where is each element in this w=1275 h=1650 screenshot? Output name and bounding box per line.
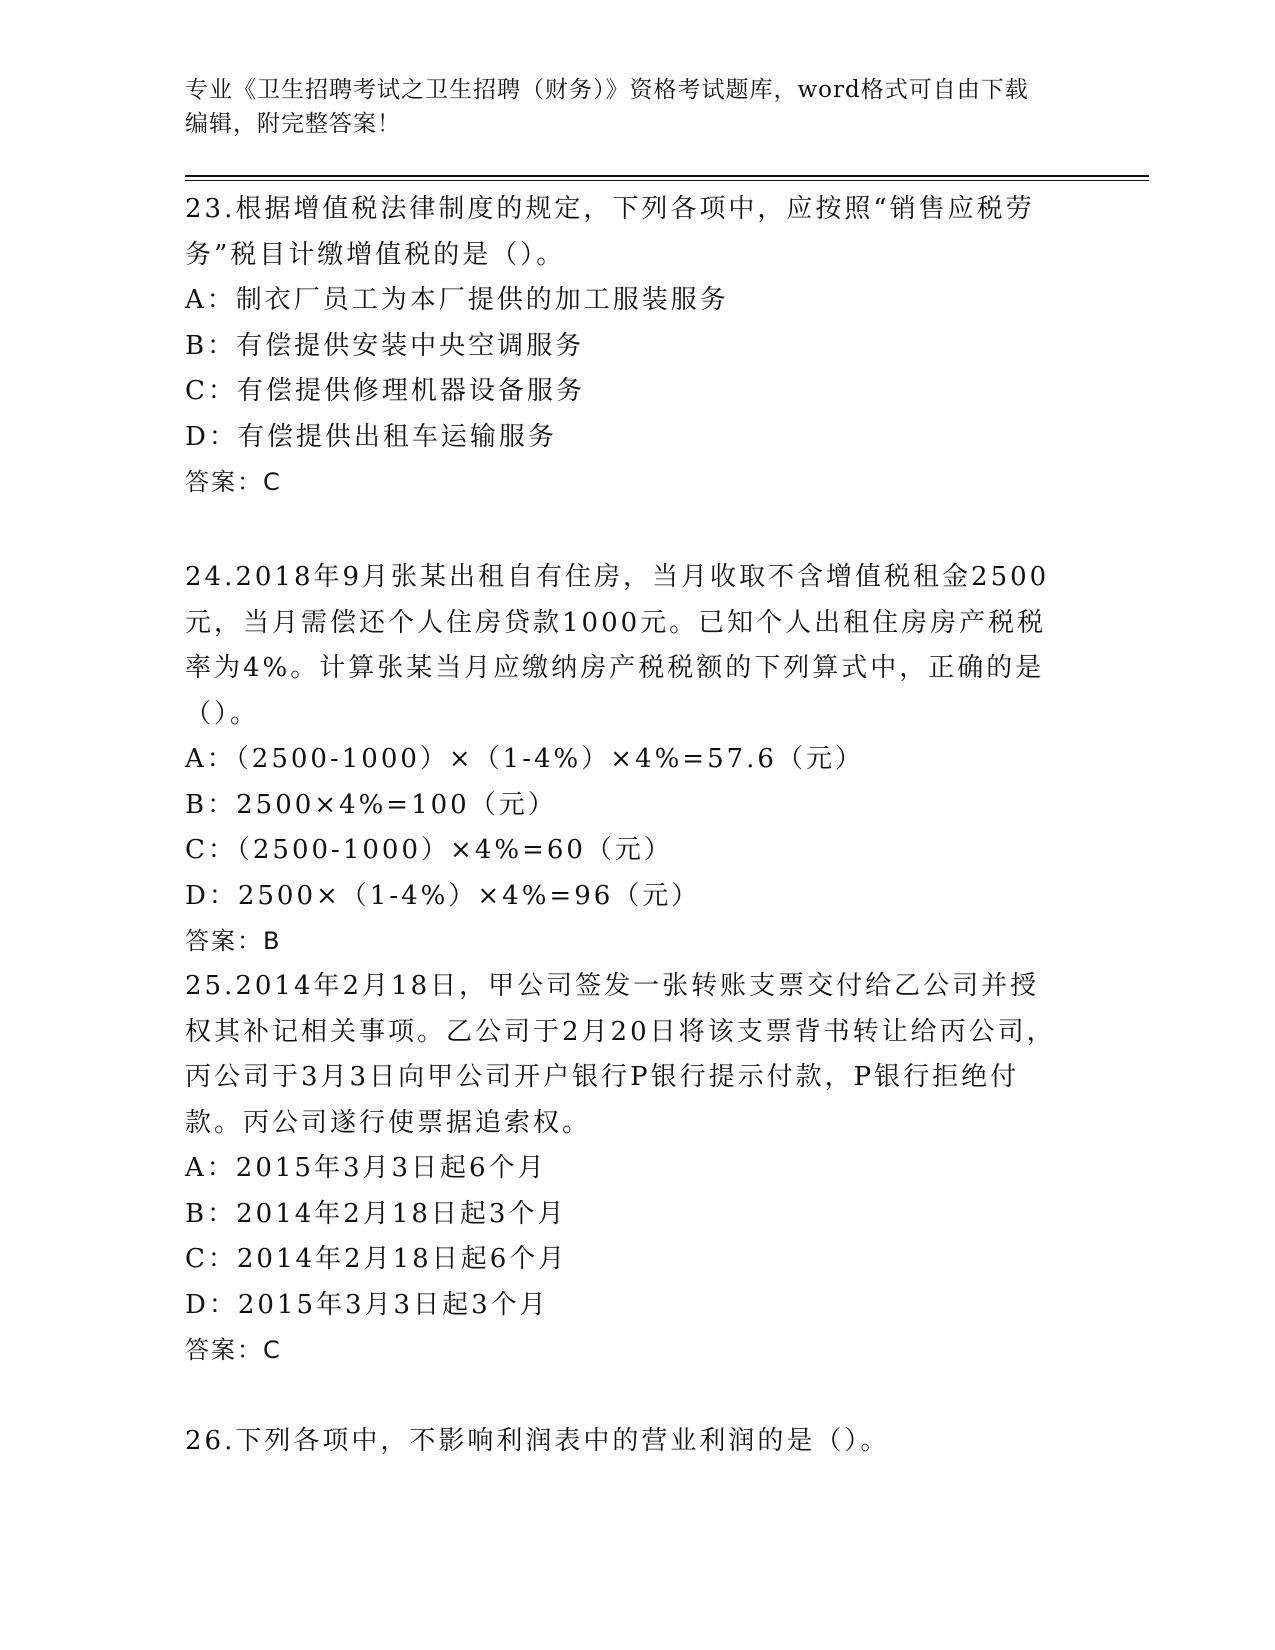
- option-b: B：2500×4%=100（元）: [185, 789, 557, 820]
- option-c: C：2014年2月18日起6个月: [185, 1244, 568, 1274]
- question-24: [185, 555, 1065, 965]
- document-header: [185, 73, 1085, 141]
- question-26: [185, 1419, 1065, 1465]
- answer-line: 答案：C: [185, 1336, 282, 1364]
- option-c: C：有偿提供修理机器设备服务: [185, 376, 585, 406]
- header-divider-thick: [185, 175, 1149, 177]
- option-a: A：（2500-1000）×（1-4%）×4%=57.6（元）: [185, 744, 864, 774]
- question-text: 26.下列各项中，不影响利润表中的营业利润的是（）。: [185, 1426, 890, 1456]
- header-divider-thin: [185, 180, 1149, 181]
- question-23: [185, 187, 1065, 506]
- header-line-1: 专业《卫生招聘考试之卫生招聘（财务）》资格考试题库，word格式可自由下载: [185, 77, 1029, 103]
- question-text: 25.2014年2月18日，甲公司签发一张转账支票交付给乙公司并授权其补记相关事项。乙公司于2月20日将该支票背书转让给丙公司，丙公司于3月3日向甲公司开户银行P银行提示付款，P银行拒绝付款。丙公司遂行使票据追索权。: [185, 971, 1056, 1138]
- option-d: D：2015年3月3日起3个月: [185, 1289, 549, 1320]
- option-c: C：（2500-1000）×4%=60（元）: [185, 835, 673, 865]
- option-d: D：有偿提供出租车运输服务: [185, 421, 557, 452]
- option-b: B：有偿提供安装中央空调服务: [185, 330, 585, 361]
- option-a: A：制衣厂员工为本厂提供的加工服装服务: [185, 285, 729, 315]
- option-a: A：2015年3月3日起6个月: [185, 1153, 547, 1183]
- option-d: D：2500×（1-4%）×4%=96（元）: [185, 880, 701, 911]
- option-b: B：2014年2月18日起3个月: [185, 1198, 567, 1229]
- answer-line: 答案：B: [185, 927, 282, 955]
- question-text: 24.2018年9月张某出租自有住房，当月收取不含增值税租金2500元，当月需偿还个人住房贷款1000元。已知个人出租住房房产税税率为4%。计算张某当月应缴纳房产税税额的下列算式中，正确的是（）。: [185, 562, 1050, 729]
- question-text: 23.根据增值税法律制度的规定，下列各项中，应按照“销售应税劳务”税目计缴增值税的是（）。: [185, 194, 1035, 270]
- question-25: [185, 964, 1065, 1374]
- header-line-2: 编辑，附完整答案！: [185, 111, 401, 137]
- answer-line: 答案：C: [185, 468, 282, 496]
